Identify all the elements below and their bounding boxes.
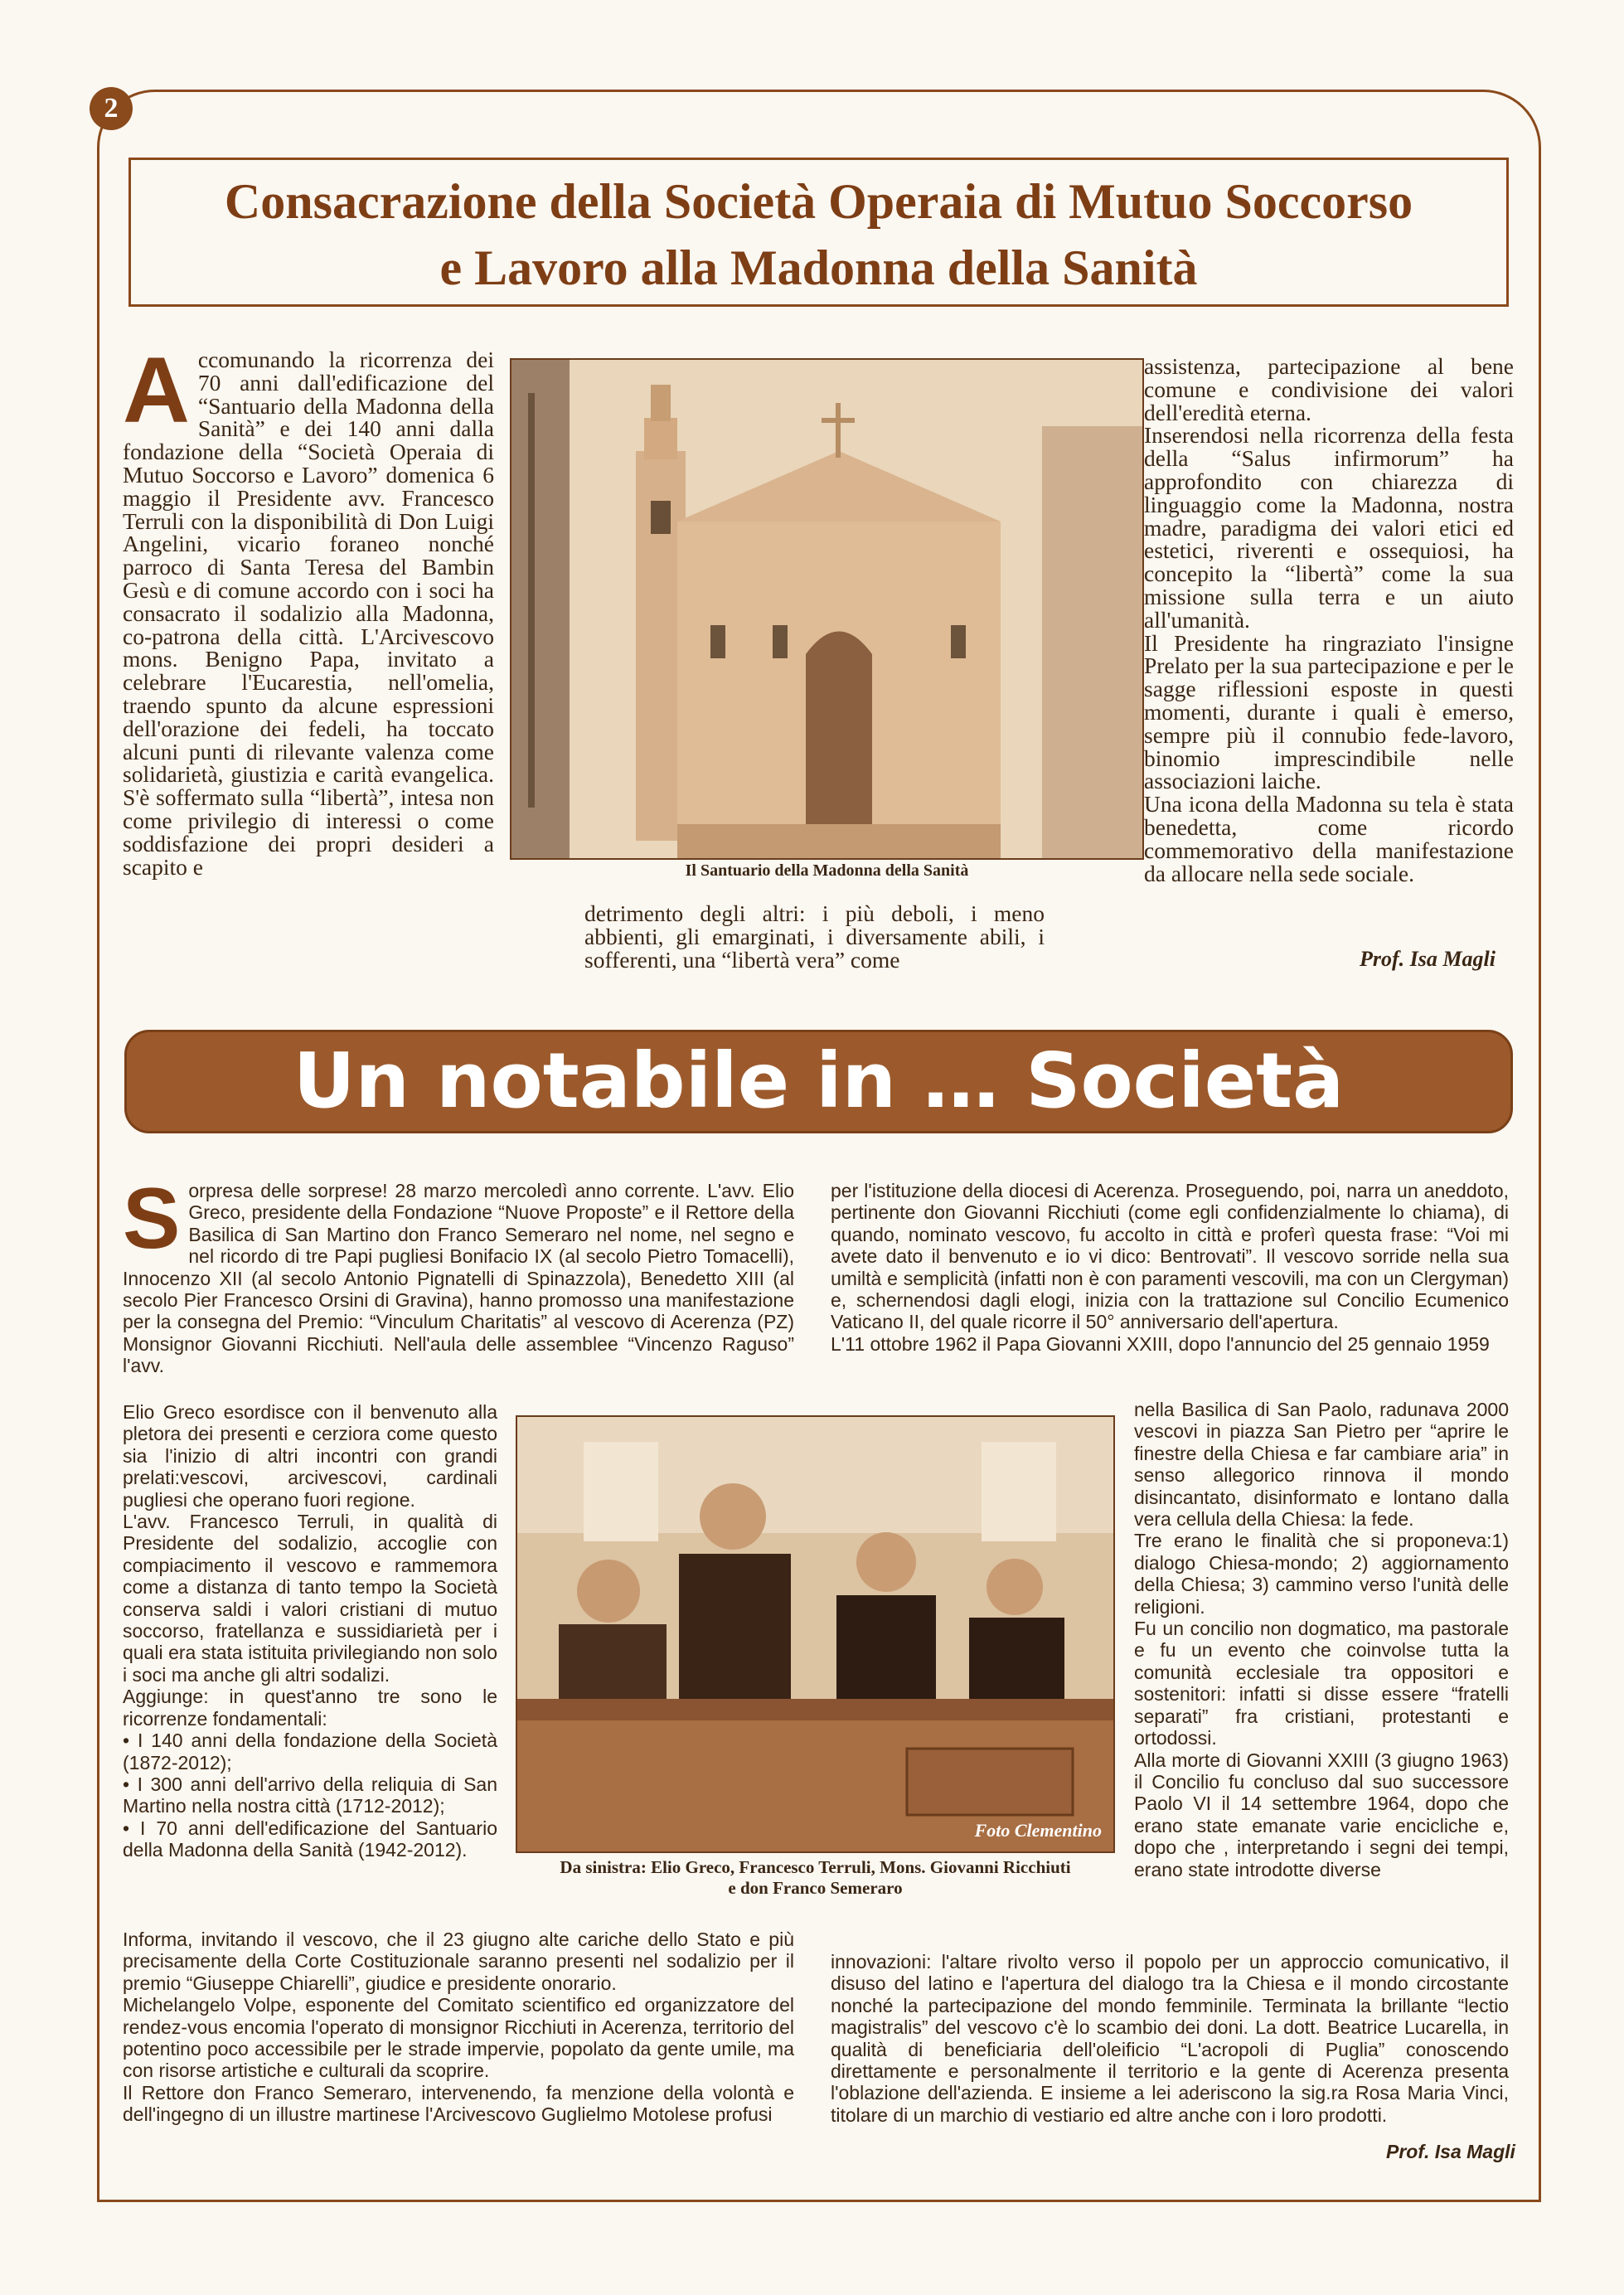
article1-title-line2: e Lavoro alla Madonna della Sanità bbox=[439, 240, 1198, 295]
article1-col3-para4: Una icona della Madonna su tela è stata benedetta, come ricordo commemorativo della manifestazione da allocare nella sede sociale. bbox=[1144, 791, 1514, 886]
article2-left-narrow-para3: Aggiunge: in quest'anno tre sono le ricorrenze fondamentali: bbox=[123, 1686, 497, 1730]
article1-title-line1: Consacrazione della Società Operaia di Mutuo Soccorso bbox=[224, 174, 1413, 229]
article1-title-box bbox=[128, 158, 1509, 307]
article1-col3-para3: Il Presidente ha ringraziato l'insigne Prelato per la sua partecipazione e per le sagge riflessioni esposte in questi momenti, durante i quali è emerso, sempre più il connubio fede-lavoro, binomio imprescindibile nelle associazioni laiche. bbox=[1144, 629, 1514, 794]
ceremony-photo bbox=[516, 1415, 1115, 1853]
article2-drop-cap: S bbox=[123, 1171, 181, 1267]
article1-column3 bbox=[1144, 355, 1514, 885]
article1-col2-bottom-text: detrimento degli altri: i più deboli, i meno abbienti, gli emarginati, i diversamente abili, i sofferenti, una “libertà vera” come bbox=[584, 900, 1045, 973]
article2-signature: Prof. Isa Magli bbox=[1386, 2141, 1515, 2162]
article2-right-narrow-para1: nella Basilica di San Paolo, radunava 2000 vescovi in piazza San Pietro per “aprire le finestre della Chiesa e far cambiare aria” in senso allegorico rinnova il mondo disincantato, disinformato e lontano dalla vera cellula della Chiesa: la fede. bbox=[1134, 1399, 1509, 1531]
article2-right-top-para2: L'11 ottobre 1962 il Papa Giovanni XXIII, dopo l'annuncio del 25 gennaio 1959 bbox=[831, 1332, 1490, 1355]
article2-banner-title: Un notabile in … Società bbox=[293, 1036, 1345, 1125]
article2-left-bottom-para2: Michelangelo Volpe, esponente del Comitato scientifico ed organizzatore del rendez-vous encomia l'operato di monsignor Ricchiuti in Acerenza, territorio del potentino poco accessibile per le strade impervie, popolato da gente umile, ma con risorse artistiche e culturali da scoprire. bbox=[123, 1994, 794, 2082]
article2-right-narrow-para3: Fu un concilio non dogmatico, ma pastorale e fu un evento che coinvolse tutta la comunità ecclesiale tra oppositori e sostenitori: infatti si disse essere “fratelli separati” fra cristiani, protestanti e ortodossi. bbox=[1134, 1618, 1509, 1749]
article1-col1-text: ccomunando la ricorrenza dei 70 anni dall'edificazione del “Santuario della Madonna della Sanità” e dei 140 anni dalla fondazione della “Società Operaia di Mutuo Soccorso e Lavoro” domenica 6 maggio il Presidente avv. Francesco Terruli con la disponibilità di Don Luigi Angelini, vicario foraneo nonché parroco di Santa Teresa del Bambin Gesù e di comune accordo con i soci ha consacrato il sodalizio alla Madonna, co-patrona della città. L'Arcivescovo mons. Benigno Papa, invitato a celebrare l'Eucarestia, nell'omelia, traendo spunto da alcune espressioni dell'orazione dei fedeli, ha toccato alcuni punti di rilevante valenza come solidarietà, giustizia e carità evangelica. S'è soffermato sulla “libertà”, intesa non come privilegio di interessi o come soddisfazione dei propri desideri a scapito e bbox=[123, 347, 494, 880]
ceremony-illustration bbox=[517, 1417, 1115, 1853]
ceremony-caption-line1: Da sinistra: Elio Greco, Francesco Terruli, Mons. Giovanni Ricchiuti bbox=[560, 1857, 1071, 1877]
article2-left-top bbox=[123, 1171, 794, 1377]
article2-left-bottom-para3: Il Rettore don Franco Semeraro, intervenendo, fa menzione della volontà e dell'ingegno di un illustre martinese l'Arcivescovo Guglielmo Motolese profusi bbox=[123, 2081, 794, 2126]
article2-left-bottom bbox=[123, 1929, 794, 2126]
page-number: 2 bbox=[90, 87, 133, 130]
article2-right-top-para1: per l'istituzione della diocesi di Acerenza. Proseguendo, poi, narra un aneddoto, pertinente don Giovanni Ricchiuti (come egli confidenzialmente lo chiama), di quando, nominato vescovo, fu accolto in città e proferì questa frase: “Voi mi avete dato il benvenuto e io vi dico: Bentrovati”. Il vescovo sorride nella sua umiltà e semplicità (infatti non è con paramenti vescovili, ma con un Clergyman) e, schernendosi dagli elogi, inizia con la trattazione sul Concilio Ecumenico Vaticano II, del quale ricorre il 50° anniversario dell'apertura. bbox=[831, 1180, 1509, 1333]
article2-left-top-text: orpresa delle sorprese! 28 marzo mercoledì anno corrente. L'avv. Elio Greco, presidente della Fondazione “Nuove Proposte” e il Rettore della Basilica di San Martino don Franco Semeraro nel nome, nel segno e nel ricordo di tre Papi pugliesi Bonifacio IX (al secolo Pietro Tomacelli), Innocenzo XII (al secolo Antonio Pignatelli di Spinazzola), Benedetto XIII (al secolo Pier Francesco Orsini di Gravina), hanno promosso una manifestazione per la consegna del Premio: “Vinculum Charitatis” al vescovo di Acerenza (PZ) Monsignor Giovanni Ricchiuti. Nell'aula delle assemblee “Vincenzo Raguso” l'avv. bbox=[123, 1180, 794, 1377]
article1-col3-para2: Inserendosi nella ricorrenza della festa della “Salus infirmorum” ha approfondito con chiarezza di linguaggio come la Madonna, nostra madre, paradigma dei valori etici ed estetici, riverenti e ossequiosi, ha concepito la “libertà” come la sua missione sulla terra e un aiuto all'umanità. bbox=[1144, 422, 1514, 633]
article1-drop-cap: A bbox=[123, 338, 190, 442]
article2-right-top bbox=[831, 1180, 1509, 1355]
article1-signature: Prof. Isa Magli bbox=[1360, 947, 1496, 971]
sanctuary-illustration bbox=[511, 360, 1144, 860]
photo-watermark: Foto Clementino bbox=[974, 1820, 1102, 1841]
article2-right-bottom-para: innovazioni: l'altare rivolto verso il popolo per un approccio comunicativo, il disuso del latino e l'apertura del dialogo tra la Chiesa e il mondo circostante nonché la partecipazione del mondo femminile. Terminata la brillante “lectio magistralis” del vescovo c'è lo scambio dei doni. La dott. Beatrice Lucarella, in qualità di beneficiaria dell'oleificio “L'acropoli di Puglia” conoscendo direttamente e personalmente il territorio e la gente di Acerenza presenta l'oblazione dell'azienda. E insieme a lei aderiscono la sig.ra Rosa Maria Vinci, titolare di un marchio di vestiario ed altre anche con i loro prodotti. bbox=[831, 1951, 1509, 2126]
article2-left-narrow-para1: Elio Greco esordisce con il benvenuto alla pletora dei presenti e cerziora come questo sia l'inizio di altri incontri con grandi prelati:vescovi, arcivescovi, cardinali pugliesi che operano fuori regione. bbox=[123, 1401, 497, 1511]
article2-left-bottom-para1: Informa, invitando il vescovo, che il 23 giugno alte cariche dello Stato e più precisamente della Corte Costituzionale saranno presenti nel sodalizio per il premio “Giuseppe Chiarelli”, giudice e presidente onorario. bbox=[123, 1929, 794, 1994]
article1-col3-para1: assistenza, partecipazione al bene comune e condivisione dei valori dell'eredità eterna. bbox=[1144, 353, 1514, 425]
article2-bullet-3: • I 70 anni dell'edificazione del Santuario della Madonna della Sanità (1942-2012). bbox=[123, 1817, 497, 1861]
article2-right-bottom bbox=[831, 1951, 1509, 2126]
article2-left-narrow bbox=[123, 1401, 497, 1861]
ceremony-photo-caption bbox=[516, 1857, 1115, 1899]
article2-bullet-2: • I 300 anni dell'arrivo della reliquia di San Martino nella nostra città (1712-2012); bbox=[123, 1773, 497, 1817]
article2-bullet-1: • I 140 anni della fondazione della Società (1872-2012); bbox=[123, 1730, 497, 1773]
article1-column2-bottom bbox=[584, 902, 1045, 971]
sanctuary-photo-caption: Il Santuario della Madonna della Sanità bbox=[685, 861, 969, 880]
article2-right-narrow-para4: Alla morte di Giovanni XXIII (3 giugno 1963) il Concilio fu concluso dal suo successore Paolo VI il 14 settembre 1964, dopo che erano state emanate varie encicliche e, dopo che , interpretando i segni dei tempi, erano state introdotte diverse bbox=[1134, 1749, 1509, 1880]
article1-column1 bbox=[123, 338, 494, 880]
article2-right-narrow-para2: Tre erano le finalità che si proponeva:1) dialogo Chiesa-mondo; 2) aggiornamento della Chiesa; 3) cammino verso l'unità delle religioni. bbox=[1134, 1530, 1509, 1618]
article2-left-narrow-para2: L'avv. Francesco Terruli, in qualità di Presidente del sodalizio, accoglie con compiacimento il vescovo e rammemora come a distanza di tanto tempo la Società conserva saldi i valori cristiani di mutuo soccorso, fratellanza e sussidiarietà per i quali era stata istituita privilegiando non solo i soci ma anche gli altri sodalizi. bbox=[123, 1511, 497, 1686]
sanctuary-photo bbox=[510, 358, 1144, 860]
article2-banner bbox=[124, 1030, 1513, 1133]
ceremony-caption-line2: e don Franco Semeraro bbox=[728, 1878, 903, 1898]
article2-right-narrow bbox=[1134, 1399, 1509, 1880]
